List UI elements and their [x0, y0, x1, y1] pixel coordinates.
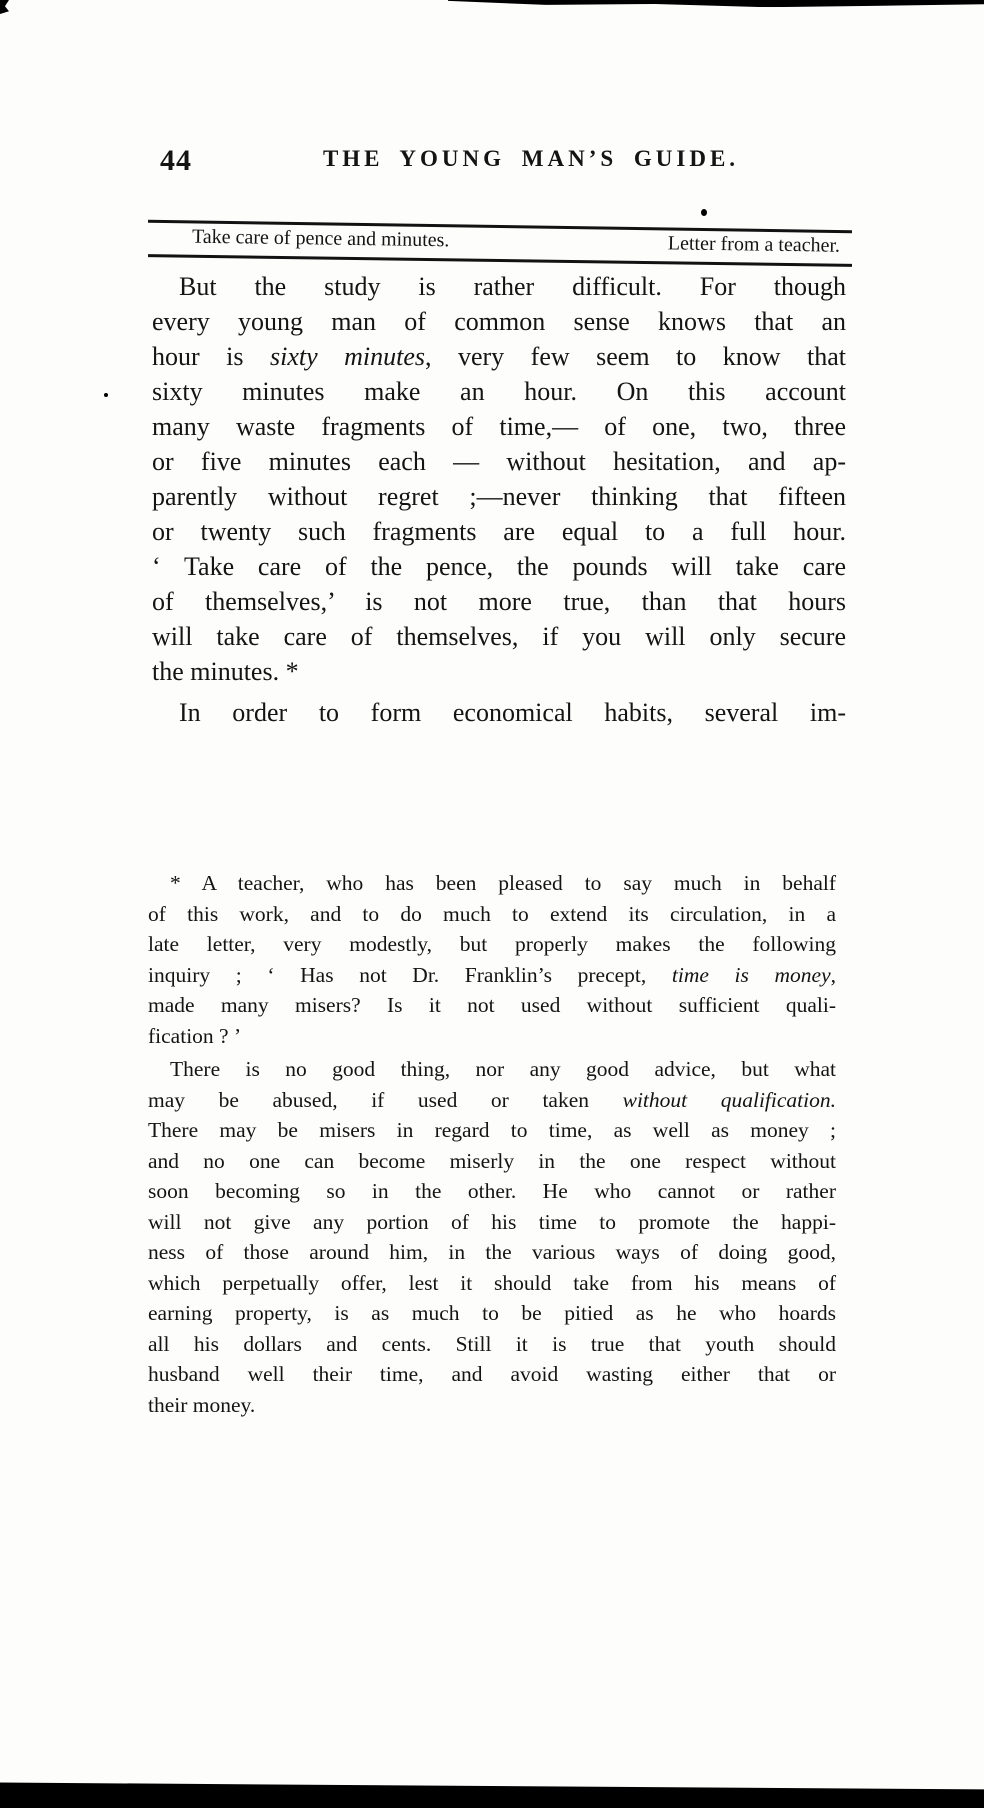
page-header [152, 142, 846, 184]
text-line: their money. [148, 1392, 256, 1417]
text-line: sixty minutes make an hour. On this account [152, 377, 846, 406]
text-line: There is no good thing, nor any good advice, but what [170, 1057, 836, 1081]
text-line: In order to form economical habits, several im- [179, 698, 846, 727]
text-line: or five minutes each — without hesitation, and ap- [152, 447, 846, 476]
text-line: which perpetually offer, lest it should take from his means of [148, 1270, 836, 1295]
text-line: earning property, is as much to be pitied as he who hoards [148, 1301, 836, 1325]
text-line: hour is sixty minutes, very few seem to know that [152, 342, 846, 371]
text-line: made many misers? Is it not used without sufficient quali- [148, 993, 836, 1017]
page-number: 44 [160, 144, 192, 177]
scan-artifact-top-edge [448, 0, 984, 8]
scan-speck [104, 393, 108, 397]
text-line: parently without regret ;—never thinking that fifteen [152, 482, 846, 511]
text-line: There may be misers in regard to time, as well as money ; [148, 1118, 836, 1142]
body-text [152, 269, 846, 730]
text-line: or twenty such fragments are equal to a full hour. [152, 517, 846, 546]
book-title: THE YOUNG MAN’S GUIDE. [322, 146, 740, 171]
text-line: fication ? ’ [148, 1023, 242, 1048]
text-line: late letter, very modestly, but properly makes the following [148, 932, 836, 956]
text-line: ness of those around him, in the various ways of doing good, [148, 1240, 836, 1264]
text-line: But the study is rather difficult. For though [179, 272, 846, 301]
running-head-left: Take care of pence and minutes. [191, 225, 450, 252]
footnote-paragraph [148, 1054, 836, 1420]
text-line: every young man of common sense knows that an [152, 307, 846, 336]
text-line: may be abused, if used or taken without qualification. [148, 1087, 836, 1112]
text-line: will not give any portion of his time to promote the happi- [148, 1209, 836, 1234]
scan-speck [701, 209, 707, 216]
text-line: husband well their time, and avoid wasting either that or [148, 1362, 836, 1386]
running-head-right: Letter from a teacher. [667, 232, 841, 257]
footnote-paragraph [148, 868, 836, 1051]
text-line: * A teacher, who has been pleased to say much in behalf [170, 871, 836, 895]
text-line: and no one can become miserly in the one respect without [148, 1148, 836, 1173]
text-line: of themselves,’ is not more true, than that hours [152, 587, 846, 616]
text-line: will take care of themselves, if you will only secure [152, 622, 846, 651]
text-line: the minutes. * [152, 657, 299, 686]
text-line: of this work, and to do much to extend its circulation, in a [148, 901, 836, 926]
footnote [148, 868, 836, 1420]
text-line: all his dollars and cents. Still it is true that youth should [148, 1331, 836, 1356]
text-line: soon becoming so in the other. He who cannot or rather [148, 1179, 836, 1203]
paragraph [152, 269, 846, 689]
text-line: ‘ Take care of the pence, the pounds will take care [152, 552, 846, 581]
text-line: inquiry ; ‘ Has not Dr. Franklin’s precept, time is money, [148, 962, 837, 987]
scan-artifact-bottom-edge [0, 1782, 984, 1808]
scan-artifact-corner [0, 0, 9, 14]
text-line: many waste fragments of time,— of one, two, three [152, 412, 846, 441]
paragraph [152, 695, 846, 730]
